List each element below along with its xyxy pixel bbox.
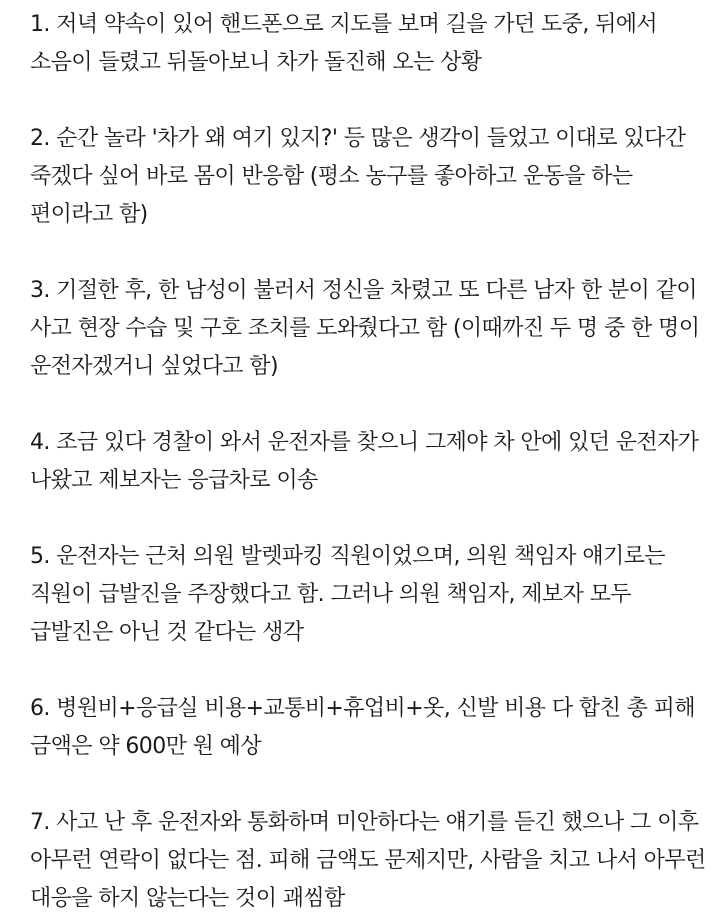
list-item-2: 2. 순간 놀라 '차가 왜 여기 있지?' 등 많은 생각이 들었고 이대로 있다간 죽겠다 싶어 바로 몸이 반응함 (평소 농구를 좋아하고 운동을 하는 편이라고 함) xyxy=(30,126,686,227)
list-item-5: 5. 운전자는 근처 의원 발렛파킹 직원이었으며, 의원 책임자 얘기로는 직원이 급발진을 주장했다고 함. 그러나 의원 책임자, 제보자 모두 급발진은 아닌 것 같다는 생각 xyxy=(30,544,665,645)
list-item-7: 7. 사고 난 후 운전자와 통화하며 미안하다는 얘기를 듣긴 했으나 그 이후 아무런 연락이 없다는 점. 피해 금액도 문제지만, 사람을 치고 나서 아무런 대응을 하지 않는다는 것이 괘씸함 xyxy=(30,810,706,911)
list-item-6: 6. 병원비+응급실 비용+교통비+휴업비+옷, 신발 비용 다 합친 총 피해 금액은 약 600만 원 예상 xyxy=(30,696,695,759)
list-item-3: 3. 기절한 후, 한 남성이 불러서 정신을 차렸고 또 다른 남자 한 분이 같이 사고 현장 수습 및 구호 조치를 도와줬다고 함 (이때까진 두 명 중 한 명이 운전자겠거니 싶었다고 함) xyxy=(30,278,700,379)
list-item-1: 1. 저녁 약속이 있어 핸드폰으로 지도를 보며 길을 가던 도중, 뒤에서 소음이 들렸고 뒤돌아보니 차가 돌진해 오는 상황 xyxy=(30,12,658,75)
list-item-4: 4. 조금 있다 경찰이 와서 운전자를 찾으니 그제야 차 안에 있던 운전자가 나왔고 제보자는 응급차로 이송 xyxy=(30,430,699,493)
